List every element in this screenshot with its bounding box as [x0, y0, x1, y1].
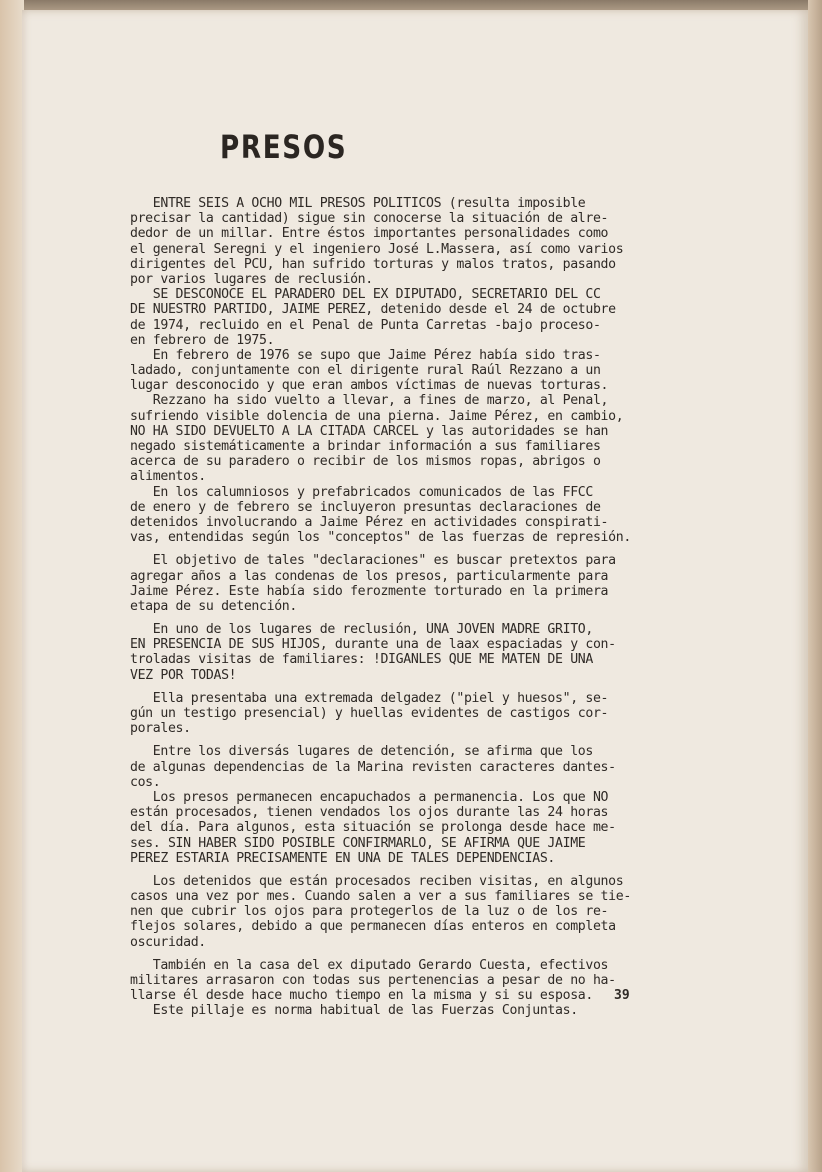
- text-line: porales.: [130, 721, 191, 737]
- text-line: flejos solares, debido a que permanecen días enteros en completa: [130, 919, 616, 935]
- text-line: troladas visitas de familiares: !DIGANLES QUE ME MATEN DE UNA: [130, 652, 593, 668]
- text-line: del día. Para algunos, esta situación se prolonga desde hace me-: [130, 820, 616, 836]
- text-line: dirigentes del PCU, han sufrido torturas y malos tratos, pasando: [130, 256, 616, 272]
- text-line: Los detenidos que están procesados reciben visitas, en algunos: [130, 873, 624, 889]
- paragraph-p5: [130, 485, 690, 546]
- text-line: de algunas dependencias de la Marina revisten caracteres dantes-: [130, 759, 616, 775]
- text-line: alimentos.: [130, 469, 206, 485]
- text-line: VEZ POR TODAS!: [130, 667, 237, 683]
- text-line: En uno de los lugares de reclusión, UNA JOVEN MADRE GRITO,: [130, 622, 593, 638]
- text-line: militares arrasaron con todas sus pertenencias a pesar de no ha-: [130, 973, 616, 988]
- text-line: Entre los diversás lugares de detención, se afirma que los: [130, 744, 593, 760]
- text-line: oscuridad.: [130, 934, 206, 950]
- text-line: detenidos involucrando a Jaime Pérez en actividades conspirati-: [130, 514, 609, 530]
- paragraph-p1: [130, 196, 690, 287]
- text-line: por varios lugares de reclusión.: [130, 271, 373, 287]
- text-line: En febrero de 1976 se supo que Jaime Pérez había sido tras-: [130, 347, 601, 363]
- text-line: SE DESCONOCE EL PARADERO DEL EX DIPUTADO, SECRETARIO DEL CC: [130, 287, 601, 303]
- text-line: están procesados, tienen vendados los ojos durante las 24 horas: [130, 805, 609, 821]
- binding-gutter: [0, 0, 24, 1172]
- text-line: Los presos permanecen encapuchados a permanencia. Los que NO: [130, 789, 609, 805]
- paragraph-gap: [130, 614, 690, 622]
- text-line: NO HA SIDO DEVUELTO A LA CITADA CARCEL y las autoridades se han: [130, 423, 609, 439]
- page-right-edge: [808, 0, 822, 1172]
- text-line: cos.: [130, 774, 161, 790]
- paragraph-p8: [130, 691, 690, 737]
- text-line: ladado, conjuntamente con el dirigente rural Raúl Rezzano a un: [130, 363, 601, 379]
- text-line: Rezzano ha sido vuelto a llevar, a fines de marzo, al Penal,: [130, 393, 609, 409]
- paragraph-p2: [130, 287, 690, 348]
- document-body: [130, 196, 690, 1019]
- text-line: También en la casa del ex diputado Gerardo Cuesta, efectivos: [130, 957, 609, 973]
- text-line: dedor de un millar. Entre éstos importantes personalidades como: [130, 226, 609, 242]
- text-line: El objetivo de tales "declaraciones" es buscar pretextos para: [130, 553, 616, 569]
- paragraph-p9: [130, 744, 690, 790]
- text-line: agregar años a las condenas de los presos, particularmente para: [130, 568, 609, 584]
- text-line: sufriendo visible dolencia de una pierna. Jaime Pérez, en cambio,: [130, 408, 624, 424]
- text-line: ses. SIN HABER SIDO POSIBLE CONFIRMARLO, SE AFIRMA QUE JAIME: [130, 835, 586, 851]
- text-line: negado sistemáticamente a brindar información a sus familiares: [130, 439, 601, 454]
- text-line: EN PRESENCIA DE SUS HIJOS, durante una de laax espaciadas y con-: [130, 637, 616, 653]
- text-line: vas, entendidas según los "conceptos" de las fuerzas de represión.: [130, 530, 631, 546]
- text-line: de enero y de febrero se incluyeron presuntas declaraciones de: [130, 499, 601, 515]
- text-line: nen que cubrir los ojos para protegerlos de la luz o de los re-: [130, 904, 609, 920]
- text-line: Ella presentaba una extremada delgadez ("piel y huesos", se-: [130, 690, 609, 706]
- page-number: 39: [614, 988, 630, 1003]
- text-line: ENTRE SEIS A OCHO MIL PRESOS POLITICOS (resulta imposible: [130, 196, 586, 211]
- text-line: casos una vez por mes. Cuando salen a ver a sus familiares se tie-: [130, 889, 631, 905]
- page-title: PRESOS: [220, 128, 348, 166]
- text-line: DE NUESTRO PARTIDO, JAIME PEREZ, detenido desde el 24 de octubre: [130, 302, 616, 318]
- paragraph-gap: [130, 866, 690, 874]
- paragraph-gap: [130, 683, 690, 691]
- text-line: Jaime Pérez. Este había sido ferozmente torturado en la primera: [130, 583, 609, 599]
- paragraph-p10: [130, 790, 690, 866]
- text-line: de 1974, recluido en el Penal de Punta Carretas -bajo proceso-: [130, 317, 601, 333]
- paragraph-p3: [130, 348, 690, 394]
- paragraph-p7: [130, 622, 690, 683]
- paragraph-p4: [130, 393, 690, 484]
- text-line: precisar la cantidad) sigue sin conocerse la situación de alre-: [130, 211, 609, 227]
- text-line: en febrero de 1975.: [130, 332, 275, 348]
- paragraph-p11: [130, 874, 690, 950]
- text-line: lugar desconocido y que eran ambos víctimas de nuevas torturas.: [130, 378, 609, 394]
- text-line: PEREZ ESTARIA PRECISAMENTE EN UNA DE TALES DEPENDENCIAS.: [130, 850, 556, 866]
- text-line: el general Seregni y el ingeniero José L.Massera, así como varios: [130, 241, 624, 257]
- text-line: etapa de su detención.: [130, 598, 297, 614]
- text-line: llarse él desde hace mucho tiempo en la misma y si su esposa.: [130, 988, 593, 1004]
- text-line: Este pillaje es norma habitual de las Fuerzas Conjuntas.: [130, 1003, 578, 1019]
- paragraph-p6: [130, 553, 690, 614]
- paragraph-p12: [130, 958, 690, 1019]
- text-line: gún un testigo presencial) y huellas evidentes de castigos cor-: [130, 706, 609, 721]
- paragraph-gap: [130, 545, 690, 553]
- paragraph-gap: [130, 950, 690, 958]
- text-line: acerca de su paradero o recibir de los mismos ropas, abrigos o: [130, 454, 601, 470]
- text-line: En los calumniosos y prefabricados comunicados de las FFCC: [130, 484, 593, 500]
